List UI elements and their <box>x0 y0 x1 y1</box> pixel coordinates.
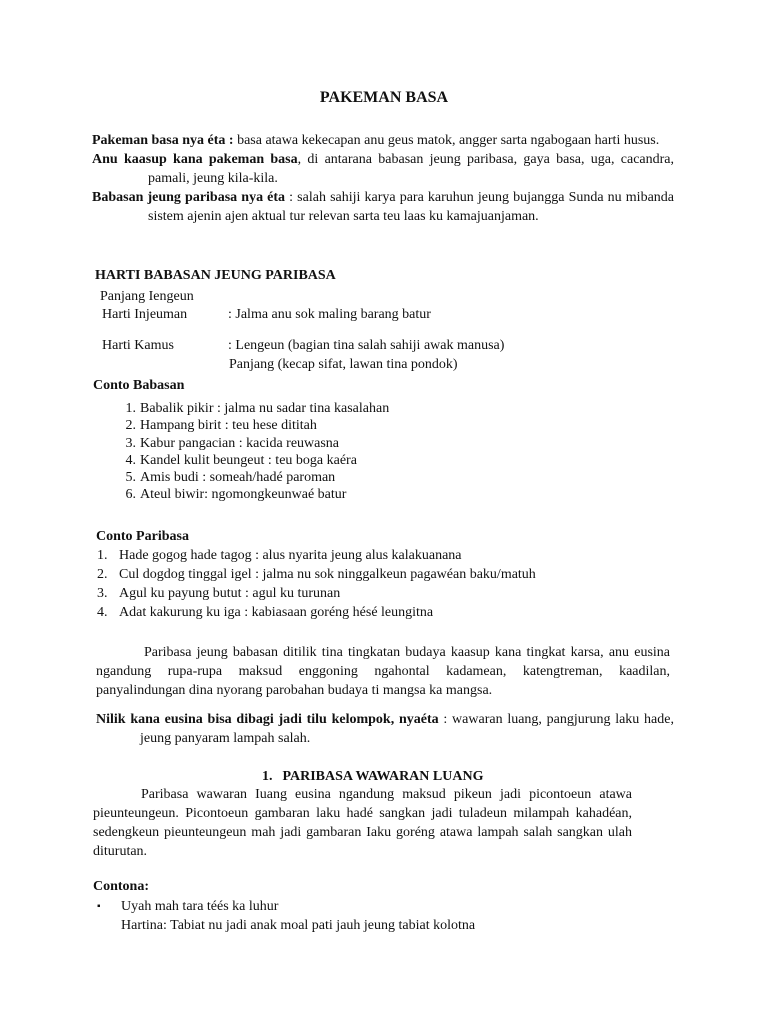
page-title: PAKEMAN BASA <box>319 89 449 106</box>
harti-label: Harti Kamus <box>102 338 174 353</box>
section-1-paragraph: Paribasa wawaran Iuang eusina ngandung maksud pikeun jadi picontoeun atawa pieunteungeun. Picontoeun gambaran laku hadé sangkan jadi tuladeun milampah kahadéan, sedengkeun pieunteungeun mah jadi gambaran Iaku goréng atawa lampah salah sangkan ulah diturutan. <box>93 787 632 859</box>
contona-heading: Contona: <box>93 879 150 894</box>
definition-term: Anu kaasup kana pakeman basa <box>92 152 298 167</box>
list-number: 1. <box>97 548 108 563</box>
contona-hartina: Hartina: Tabiat nu jadi anak moal pati jauh jeung tabiat kolotna <box>121 918 476 933</box>
list-item <box>125 435 389 452</box>
nilik-paragraph <box>96 710 674 748</box>
conto-babasan-list <box>125 400 390 504</box>
harti-heading: HARTI BABASAN JEUNG PARIBASA <box>95 268 336 283</box>
conto-babasan-heading: Conto Babasan <box>93 378 185 393</box>
harti-value: : Jalma anu sok maling barang batur <box>228 307 431 322</box>
contona-text: Uyah mah tara téés ka luhur <box>121 899 279 914</box>
section-1-heading <box>262 767 483 786</box>
list-number: 2. <box>125 418 136 434</box>
nilik-term: Nilik kana eusina bisa dibagi jadi tilu kelompok, nyaéta <box>96 712 439 727</box>
list-text: Adat kakurung ku iga : kabiasaan goréng hésé leungitna <box>119 605 434 620</box>
contona-item <box>97 897 476 935</box>
list-text: Kandel kulit beungeut : teu boga kaéra <box>140 452 357 468</box>
list-text: Hade gogog hade tagog : alus nyarita jeung alus kalakuanana <box>119 548 462 563</box>
list-text: Cul dogdog tinggal igel : jalma nu sok ninggalkeun pagawéan baku/matuh <box>119 567 536 582</box>
definition-babasan <box>92 188 675 226</box>
list-text: Kabur pangacian : kacida reuwasna <box>140 435 340 451</box>
list-number: 4. <box>97 605 108 620</box>
definition-term: Babasan jeung paribasa nya éta <box>92 190 286 205</box>
bullet-icon: ▪ <box>97 901 101 912</box>
harti-label: Harti Injeuman <box>102 307 188 322</box>
example-word: Panjang Iengeun <box>100 289 194 304</box>
list-text: Ateul biwir: ngomongkeunwaé batur <box>140 487 347 503</box>
harti-value-block <box>228 336 504 374</box>
conto-paribasa-heading: Conto Paribasa <box>96 529 189 544</box>
list-item <box>125 486 389 503</box>
harti-injeuman-row <box>102 305 431 324</box>
list-number: 6. <box>125 487 136 503</box>
list-text: Hampang birit : teu hese dititah <box>140 418 317 434</box>
definition-text: : salah sahiji karya para karuhun jeung bujangga Sunda nu mibanda sistem ajenin ajen aktual tur relevan sarta teu laas ku kamajuanjaman. <box>148 190 675 224</box>
list-item <box>125 400 390 417</box>
definitions-block <box>92 131 674 226</box>
harti-value-2: Panjang (kecap sifat, lawan tina pondok) <box>229 357 458 372</box>
section-number: 1. <box>262 769 273 784</box>
section-title: PARIBASA WAWARAN LUANG <box>282 769 484 784</box>
list-item <box>97 565 536 584</box>
list-number: 3. <box>97 586 108 601</box>
list-number: 5. <box>125 470 136 486</box>
definition-text: , di antarana babasan jeung paribasa, gaya basa, uga, cacandra, pamali, jeung kila-kila. <box>148 152 674 186</box>
definition-kaasup <box>92 150 674 188</box>
list-item <box>97 546 536 565</box>
list-number: 3. <box>125 435 136 451</box>
harti-value: : Lengeun (bagian tina salah sahiji awak manusa) <box>228 338 505 353</box>
list-number: 2. <box>97 567 108 582</box>
list-item <box>125 417 389 434</box>
definition-term: Pakeman basa nya éta : <box>92 133 238 148</box>
list-item <box>97 603 536 622</box>
list-item <box>125 469 389 486</box>
list-number: 4. <box>125 452 136 468</box>
harti-kamus-row <box>102 336 504 374</box>
list-item <box>97 584 536 603</box>
definition-pakeman <box>92 131 674 150</box>
list-number: 1. <box>125 401 136 416</box>
conto-paribasa-list <box>97 546 536 622</box>
list-text: Amis budi : someah/hadé paroman <box>140 470 336 486</box>
list-item <box>125 452 389 469</box>
list-text: Agul ku payung butut : agul ku turunan <box>119 586 341 601</box>
definition-text: basa atawa kekecapan anu geus matok, angger sarta ngabogaan harti husus. <box>237 133 660 148</box>
paragraph-paribasa-babasan: Paribasa jeung babasan ditilik tina tingkatan budaya kaasup kana tingkat karsa, anu eusina ngandung rupa-rupa maksud enggoning ngahontal kadamean, katengtreman, kaadilan, panyalindungan dina nyorang parobahan budaya ti mangsa ka mangsa. <box>96 645 670 698</box>
nilik-text: : wawaran luang, pangjurung laku hade, jeung panyaram lampah salah. <box>140 712 674 746</box>
list-text: Babalik pikir : jalma nu sadar tina kasalahan <box>140 401 390 416</box>
